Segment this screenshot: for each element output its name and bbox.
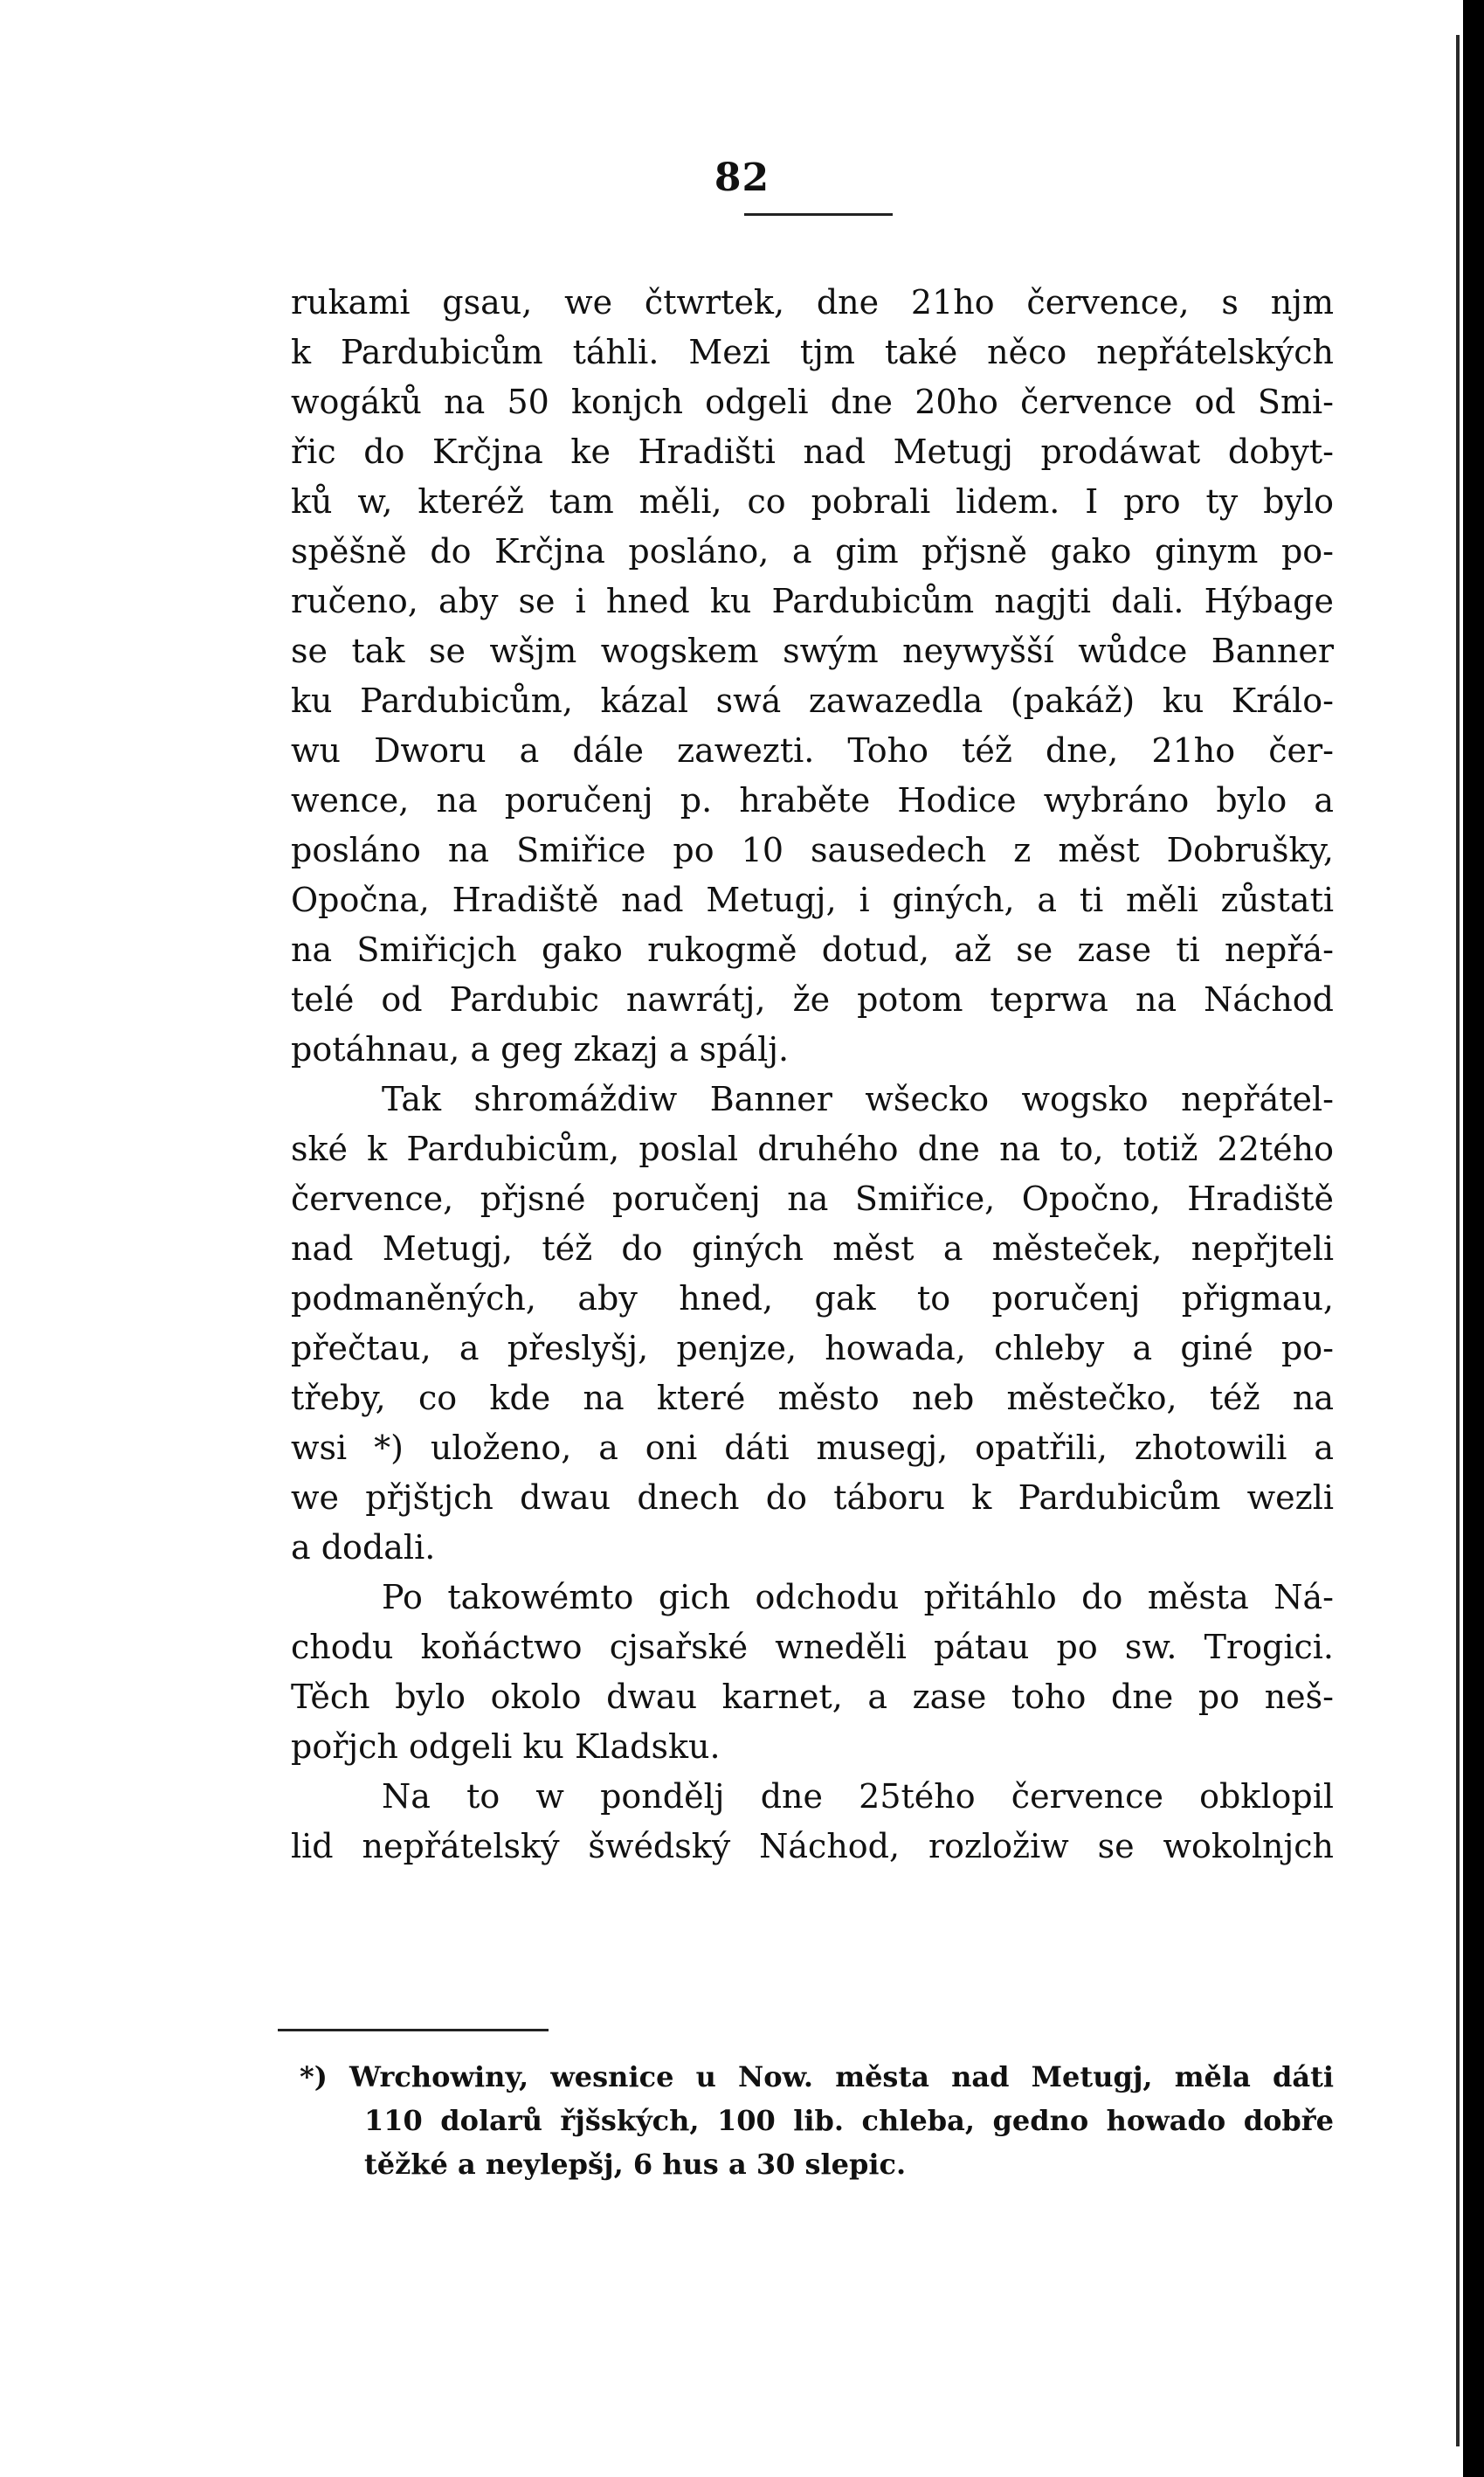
scan-margin-right	[1463, 0, 1484, 2477]
footnote-line: těžké a neylepšj, 6 hus a 30 slepic.	[364, 2148, 907, 2181]
body-line: we přjštjch dwau dnech do táboru k Pardubicům wezli	[291, 1478, 1334, 1517]
body-line: potáhnau, a geg zkazj a spálj.	[291, 1030, 790, 1069]
body-line: třeby, co kde na které město neb městečko, též na	[291, 1379, 1334, 1417]
body-line: července, přjsné poručenj na Smiřice, Opočno, Hradiště	[291, 1180, 1334, 1218]
footnote-line: 110 dolarů řjšských, 100 lib. chleba, gedno howado dobře	[364, 2104, 1334, 2137]
footnote-rule	[278, 2029, 549, 2031]
body-line: přečtau, a přeslyšj, penjze, howada, chleby a giné po-	[291, 1329, 1334, 1367]
body-line: wence, na poručenj p. hraběte Hodice wybráno bylo a	[291, 781, 1334, 820]
body-line: na Smiřicjch gako rukogmě dotud, až se zase ti nepřá-	[291, 931, 1334, 969]
body-line: wsi *) uloženo, a oni dáti musegj, opatřili, zhotowili a	[291, 1429, 1334, 1467]
body-line: řic do Krčjna ke Hradišti nad Metugj prodáwat dobyt-	[291, 432, 1334, 471]
body-line: Na to w pondělj dne 25tého července obklopil	[382, 1777, 1334, 1816]
body-line: ků w, kteréž tam měli, co pobrali lidem. I pro ty bylo	[291, 482, 1334, 521]
body-line: k Pardubicům táhli. Mezi tjm také něco nepřátelských	[291, 333, 1334, 371]
body-line: rukami gsau, we čtwrtek, dne 21ho července, s njm	[291, 283, 1334, 322]
footnote-line: *) Wrchowiny, wesnice u Now. města nad Metugj, měla dáti	[300, 2060, 1334, 2093]
body-line: a dodali.	[291, 1528, 436, 1567]
body-line: lid nepřátelský šwédský Náchod, rozložiw se wokolnjch	[291, 1827, 1334, 1865]
body-line: ručeno, aby se i hned ku Pardubicům nagjti dali. Hýbage	[291, 582, 1334, 620]
body-line: posláno na Smiřice po 10 sausedech z měst Dobrušky,	[291, 831, 1334, 869]
page-number-rule	[744, 213, 893, 216]
body-line: Tak shromáždiw Banner wšecko wogsko nepřátel-	[382, 1080, 1334, 1118]
scan-margin-left	[0, 0, 35, 2477]
page-number: 82	[714, 156, 770, 200]
body-line: Opočna, Hradiště nad Metugj, i giných, a ti měli zůstati	[291, 881, 1334, 919]
body-line: pořjch odgeli ku Kladsku.	[291, 1727, 721, 1766]
body-line: ku Pardubicům, kázal swá zawazedla (pakáž) ku Králo-	[291, 682, 1334, 720]
body-line: se tak se wšjm wogskem swým neywyšší wůdce Banner	[291, 632, 1334, 670]
body-line: wu Dworu a dále zawezti. Toho též dne, 21ho čer-	[291, 731, 1334, 770]
body-line: nad Metugj, též do giných měst a městeček, nepřjteli	[291, 1229, 1334, 1268]
body-line: spěšně do Krčjna posláno, a gim přjsně gako ginym po-	[291, 532, 1334, 571]
body-line: Po takowémto gich odchodu přitáhlo do města Ná-	[382, 1578, 1334, 1616]
body-line: Těch bylo okolo dwau karnet, a zase toho dne po neš-	[291, 1678, 1334, 1716]
body-line: chodu koňáctwo cjsařské wneděli pátau po sw. Trogici.	[291, 1628, 1334, 1666]
footnote	[300, 2055, 1334, 2186]
body-line: wogáků na 50 konjch odgeli dne 20ho července od Smi-	[291, 383, 1334, 421]
body-text	[291, 278, 1334, 1872]
body-line: telé od Pardubic nawrátj, že potom teprwa na Náchod	[291, 980, 1334, 1019]
body-line: podmaněných, aby hned, gak to poručenj přigmau,	[291, 1279, 1334, 1318]
body-line: ské k Pardubicům, poslal druhého dne na to, totiž 22tého	[291, 1130, 1334, 1168]
